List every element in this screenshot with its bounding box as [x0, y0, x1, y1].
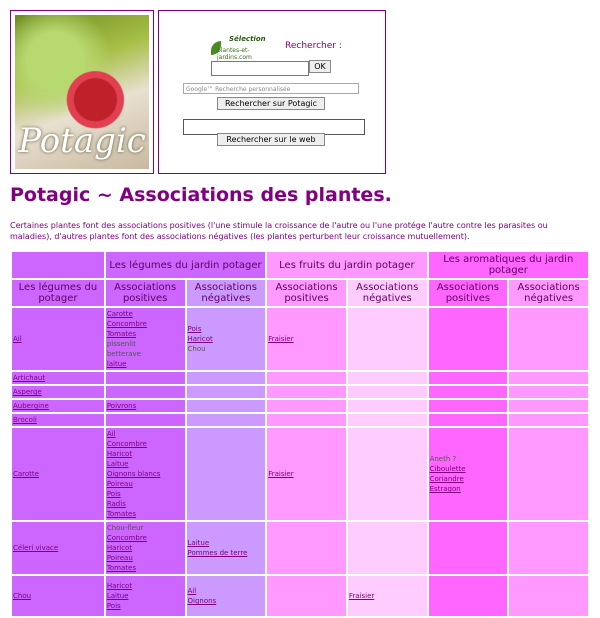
- group-header-aromatics: Les aromatiques du jardin potager: [429, 252, 588, 278]
- plant-link[interactable]: Tomates: [106, 510, 136, 518]
- table-row: [12, 308, 588, 370]
- subheader-fruit-negative: Associations négatives: [348, 280, 427, 306]
- vegetable-link[interactable]: Brocoli: [13, 416, 37, 424]
- cell-fruit-positive: [267, 414, 346, 426]
- vegetable-name-cell: [12, 372, 104, 384]
- google-custom-search-input[interactable]: Google™ Recherche personnalisée: [183, 83, 359, 94]
- plant-link[interactable]: Carotte: [106, 310, 133, 318]
- cell-aro-positive: [429, 386, 508, 398]
- plant-link[interactable]: Haricot: [187, 335, 213, 343]
- cell-fruit-positive: [267, 400, 346, 412]
- plant-link[interactable]: Pommes de terre: [187, 549, 248, 557]
- plant-link[interactable]: Ail: [106, 430, 116, 438]
- plant-text: betterave: [106, 350, 141, 358]
- cell-aro-positive: [429, 308, 508, 370]
- plant-text: Aneth ?: [429, 455, 457, 463]
- plant-link[interactable]: Ciboulette: [429, 465, 466, 473]
- cell-fruit-negative: [348, 308, 427, 370]
- vegetable-name-cell: [12, 400, 104, 412]
- plant-link[interactable]: Pois: [106, 602, 121, 610]
- table-row: [12, 428, 588, 520]
- table-row: [12, 386, 588, 398]
- plant-link[interactable]: Concombre: [106, 534, 147, 542]
- cell-veg-positive: [106, 576, 185, 616]
- vegetable-name-cell: [12, 522, 104, 574]
- logo-text: Potagic: [18, 121, 146, 161]
- cell-fruit-negative: [348, 414, 427, 426]
- plant-link[interactable]: Pois: [106, 490, 121, 498]
- cell-veg-positive: [106, 386, 185, 398]
- cell-aro-positive: [429, 400, 508, 412]
- selection-logo-title: Sélection: [229, 35, 266, 43]
- table-row: [12, 576, 588, 616]
- subheader-vegetables: Les légumes du potager: [12, 280, 104, 306]
- plant-link[interactable]: Concombre: [106, 320, 147, 328]
- plant-link[interactable]: Haricot: [106, 544, 133, 552]
- vegetable-name-cell: [12, 414, 104, 426]
- cell-aro-negative: [509, 372, 588, 384]
- cell-fruit-negative: [348, 522, 427, 574]
- cell-aro-positive: [429, 428, 508, 520]
- vegetable-link[interactable]: Carotte: [13, 470, 39, 478]
- cell-fruit-negative: [348, 428, 427, 520]
- cell-fruit-positive: [267, 522, 346, 574]
- plant-link[interactable]: Tomates: [106, 330, 136, 338]
- plant-link[interactable]: Estragon: [429, 485, 461, 493]
- vegetable-name-cell: [12, 308, 104, 370]
- associations-table: [10, 250, 590, 618]
- cell-fruit-negative: [348, 386, 427, 398]
- cell-veg-negative: [187, 522, 266, 574]
- cell-veg-negative: [187, 428, 266, 520]
- cell-fruit-positive: [267, 308, 346, 370]
- cell-aro-positive: [429, 576, 508, 616]
- selection-logo[interactable]: [211, 35, 281, 61]
- search-web-button[interactable]: Rechercher sur le web: [217, 133, 325, 146]
- vegetable-link[interactable]: Artichaut: [13, 374, 46, 382]
- cell-fruit-negative: [348, 400, 427, 412]
- cell-aro-negative: [509, 308, 588, 370]
- vegetable-link[interactable]: Ail: [13, 335, 22, 343]
- plant-link[interactable]: Concombre: [106, 440, 147, 448]
- group-header-vegetables: Les légumes du jardin potager: [106, 252, 265, 278]
- cell-fruit-positive: [267, 576, 346, 616]
- plant-link[interactable]: Ail: [187, 587, 197, 595]
- page-title: Potagic ~ Associations des plantes.: [10, 184, 392, 206]
- plant-link[interactable]: laitue: [106, 360, 127, 368]
- search-potagic-button[interactable]: Rechercher sur Potagic: [217, 97, 325, 110]
- plant-text: pissenlit: [106, 340, 136, 348]
- cell-veg-positive: [106, 308, 185, 370]
- plant-link[interactable]: Radis: [106, 500, 126, 508]
- plant-text: Chou: [187, 345, 206, 353]
- subheader-fruit-positive: Associations positives: [267, 280, 346, 306]
- cell-veg-positive: [106, 400, 185, 412]
- vegetable-name-cell: [12, 576, 104, 616]
- cell-fruit-positive: [267, 372, 346, 384]
- plant-link[interactable]: Oignons: [187, 597, 217, 605]
- plant-link[interactable]: Haricot: [106, 582, 133, 590]
- plant-link[interactable]: Poireau: [106, 480, 133, 488]
- plant-link[interactable]: Oignons blancs: [106, 470, 161, 478]
- cell-fruit-positive: [267, 386, 346, 398]
- vegetable-link[interactable]: Aubergine: [13, 402, 49, 410]
- subheader-veg-positive: Associations positives: [106, 280, 185, 306]
- vegetable-name-cell: [12, 428, 104, 520]
- table-row: [12, 400, 588, 412]
- vegetable-link[interactable]: Asperge: [13, 388, 42, 396]
- cell-veg-negative: [187, 414, 266, 426]
- header-empty-cell: [12, 252, 104, 278]
- plant-link[interactable]: Coriandre: [429, 475, 464, 483]
- subheader-veg-negative: Associations négatives: [187, 280, 266, 306]
- cell-aro-negative: [509, 522, 588, 574]
- subheader-aro-negative: Associations négatives: [509, 280, 588, 306]
- search-panel: [158, 10, 386, 174]
- plant-text: Chou-fleur: [106, 524, 144, 532]
- intro-text: Certaines plantes font des associations positives (l'une stimule la croissance de l'autre ou l'une protége l'autre contre les parasites ou maladies), d'autres plantes font des associations négatives (les plantes perturbent leur croissance mutuellement).: [10, 221, 548, 241]
- vegetable-link[interactable]: Céleri vivace: [13, 544, 59, 552]
- cell-veg-negative: [187, 400, 266, 412]
- plant-link[interactable]: Laitue: [187, 539, 210, 547]
- cell-aro-negative: [509, 400, 588, 412]
- cell-veg-negative: [187, 576, 266, 616]
- cell-aro-positive: [429, 372, 508, 384]
- plant-link[interactable]: Poireau: [106, 554, 133, 562]
- potagic-logo-box[interactable]: [10, 10, 154, 174]
- plant-link[interactable]: Poivrons: [106, 402, 137, 410]
- cell-aro-positive: [429, 522, 508, 574]
- cell-aro-negative: [509, 428, 588, 520]
- cell-fruit-negative: [348, 372, 427, 384]
- cell-veg-negative: [187, 386, 266, 398]
- plant-link[interactable]: Laitue: [106, 592, 129, 600]
- site-search-input[interactable]: [211, 61, 309, 76]
- plant-link[interactable]: Tomates: [106, 564, 136, 572]
- cell-fruit-positive: [267, 428, 346, 520]
- plant-link[interactable]: Pois: [187, 325, 202, 333]
- cell-veg-positive: [106, 414, 185, 426]
- subheader-aro-positive: Associations positives: [429, 280, 508, 306]
- cell-aro-negative: [509, 414, 588, 426]
- table-row: [12, 372, 588, 384]
- cell-veg-negative: [187, 372, 266, 384]
- cell-veg-positive: [106, 522, 185, 574]
- cell-fruit-negative: [348, 576, 427, 616]
- table-row: [12, 522, 588, 574]
- raspberry-photo: [15, 15, 149, 169]
- plant-link[interactable]: Fraisier: [268, 470, 294, 478]
- rechercher-label: Rechercher :: [285, 41, 342, 51]
- cell-aro-negative: [509, 386, 588, 398]
- cell-aro-positive: [429, 414, 508, 426]
- cell-veg-positive: [106, 372, 185, 384]
- group-header-fruits: Les fruits du jardin potager: [267, 252, 426, 278]
- cell-veg-positive: [106, 428, 185, 520]
- vegetable-link[interactable]: Chou: [13, 592, 32, 600]
- ok-button[interactable]: OK: [309, 60, 331, 73]
- plant-link[interactable]: Laitue: [106, 460, 129, 468]
- selection-logo-site: plantes-et-jardins.com: [217, 47, 252, 61]
- plant-link[interactable]: Fraisier: [348, 592, 375, 600]
- plant-link[interactable]: Haricot: [106, 450, 133, 458]
- plant-link[interactable]: Fraisier: [268, 335, 294, 343]
- table-row: [12, 414, 588, 426]
- cell-veg-negative: [187, 308, 266, 370]
- vegetable-name-cell: [12, 386, 104, 398]
- cell-aro-negative: [509, 576, 588, 616]
